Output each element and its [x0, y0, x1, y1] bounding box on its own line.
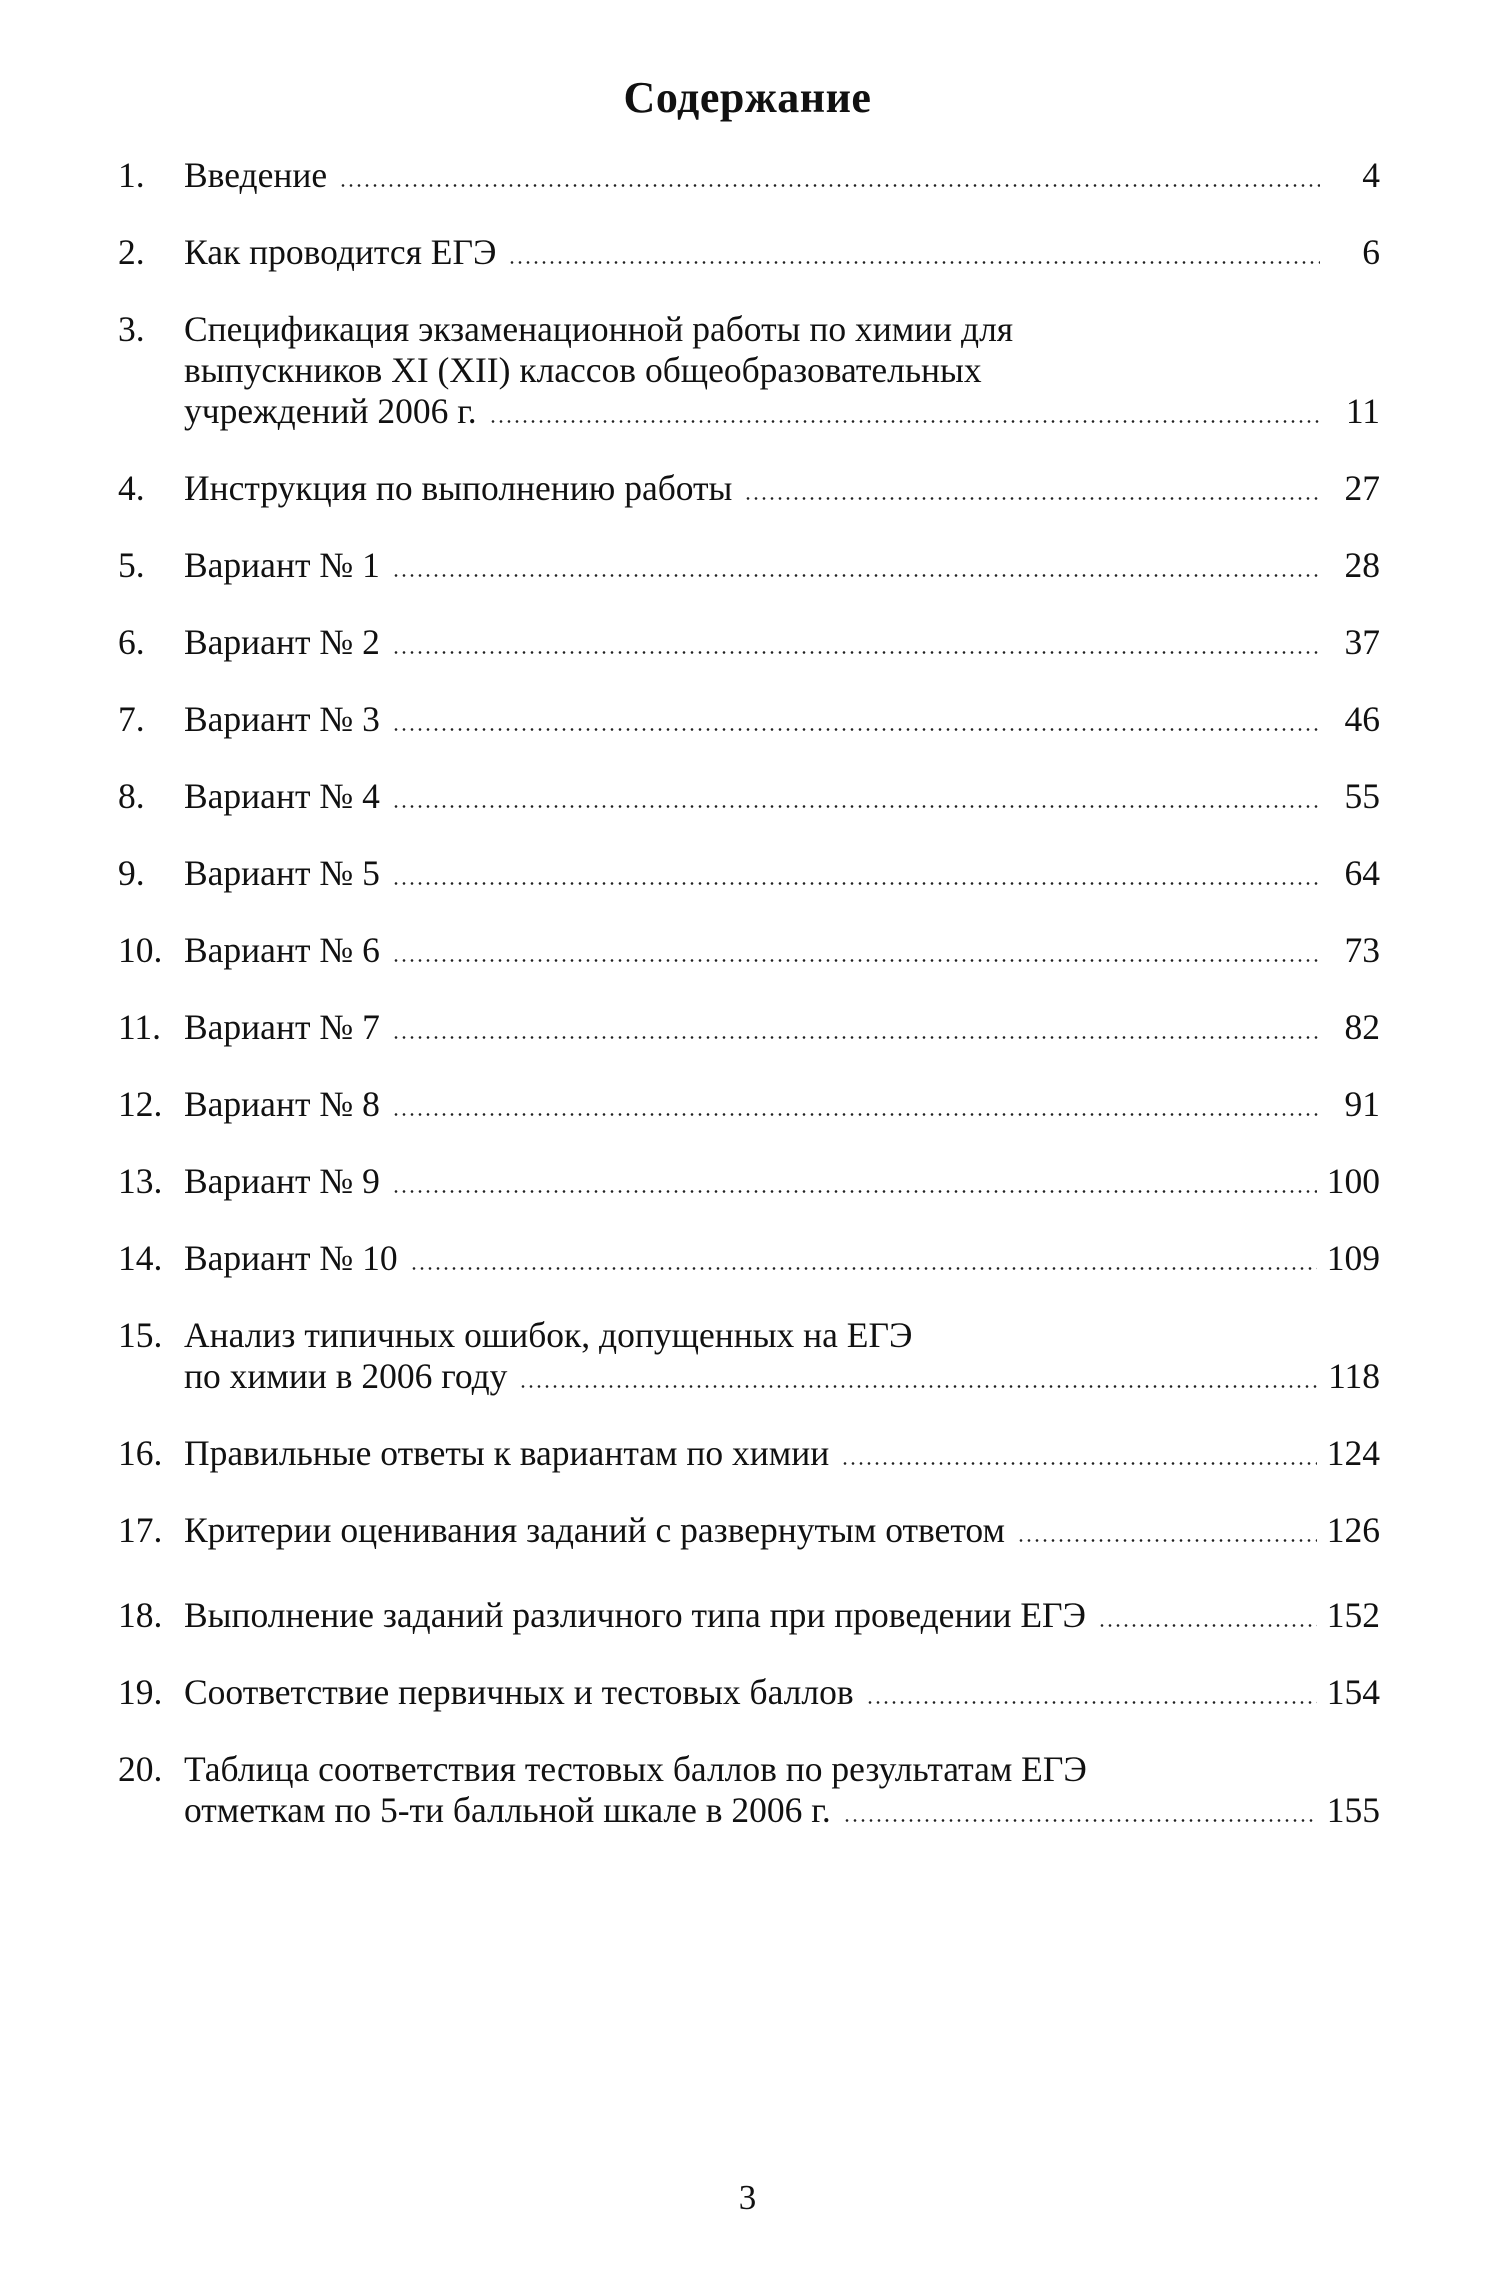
toc-entry-number: 15. [118, 1315, 163, 1355]
toc-entry-last-line [184, 853, 1380, 894]
toc-entry [118, 155, 1380, 196]
toc-entry-number: 3. [118, 309, 145, 349]
toc-entry-last-line [184, 1238, 1380, 1279]
dot-leader [392, 728, 1320, 731]
toc-entry-page-number: 64 [1344, 853, 1380, 893]
toc-entry-label: Критерии оценивания заданий с развернутым ответом [184, 1510, 1005, 1550]
toc-entry-number: 2. [118, 232, 145, 272]
dot-leader [392, 1113, 1320, 1116]
toc-entry-body [184, 1238, 1380, 1279]
toc-entry-last-line [184, 699, 1380, 740]
dot-leader [392, 574, 1320, 577]
toc-entry-last-line [184, 1161, 1380, 1202]
toc-entry-page-number: 100 [1326, 1161, 1380, 1201]
toc-entry-label: Введение [184, 155, 328, 195]
toc-entry-label-line: выпускников XI (XII) классов общеобразовательных [184, 350, 982, 390]
toc-entry-body [184, 155, 1380, 196]
toc-entry-body [184, 232, 1380, 273]
toc-entry-body [184, 1672, 1380, 1713]
toc-entry-number: 17. [118, 1510, 163, 1550]
toc-entry-last-line [184, 232, 1380, 273]
dot-leader [392, 959, 1320, 962]
toc-entry [118, 1595, 1380, 1636]
toc-entry-page-number: 152 [1326, 1595, 1380, 1635]
toc-entry-body [184, 1433, 1380, 1474]
toc-entry-label: Соответствие первичных и тестовых баллов [184, 1672, 854, 1712]
toc-entry-body [184, 545, 1380, 586]
toc-entry-number: 9. [118, 853, 145, 893]
toc-entry-body [184, 1315, 1380, 1397]
toc-entry-label: Выполнение заданий различного типа при проведении ЕГЭ [184, 1595, 1086, 1635]
toc-entry-label: Вариант № 7 [184, 1007, 380, 1047]
toc-entry [118, 1161, 1380, 1202]
dot-leader [843, 1819, 1317, 1822]
toc-entry-page-number: 11 [1345, 391, 1380, 431]
toc-entry-page-number: 27 [1344, 468, 1380, 508]
toc-entry-number: 10. [118, 930, 163, 970]
toc-entry-number: 14. [118, 1238, 163, 1278]
dot-leader [489, 420, 1320, 423]
toc-entry-body [184, 1161, 1380, 1202]
toc-entry-label: Вариант № 3 [184, 699, 380, 739]
toc-entry-last-line [184, 1672, 1380, 1713]
toc-entry-label: Вариант № 5 [184, 853, 380, 893]
toc-entry-label: Вариант № 8 [184, 1084, 380, 1124]
toc-entry-last-line [184, 776, 1380, 817]
toc-entry-page-number: 91 [1344, 1084, 1380, 1124]
dot-leader [866, 1701, 1317, 1704]
toc-entry [118, 1315, 1380, 1397]
toc-entry-page-number: 124 [1326, 1433, 1380, 1473]
toc-entry-last-line [184, 545, 1380, 586]
dot-leader [744, 497, 1320, 500]
toc-entry-number: 13. [118, 1161, 163, 1201]
table-of-contents [118, 155, 1380, 1831]
toc-entry-label: Вариант № 6 [184, 930, 380, 970]
toc-entry-last-line [184, 930, 1380, 971]
dot-leader [508, 261, 1320, 264]
toc-entry-page-number: 46 [1344, 699, 1380, 739]
toc-entry-body [184, 309, 1380, 432]
page-number: 3 [738, 2178, 757, 2217]
dot-leader [392, 651, 1320, 654]
toc-entry [118, 1672, 1380, 1713]
toc-entry-page-number: 82 [1344, 1007, 1380, 1047]
toc-entry-number: 12. [118, 1084, 163, 1124]
dot-leader [392, 1190, 1317, 1193]
toc-entry-label: Инструкция по выполнению работы [184, 468, 733, 508]
toc-entry [118, 1007, 1380, 1048]
toc-entry-label: учреждений 2006 г. [184, 391, 477, 431]
toc-entry-label-line: Спецификация экзаменационной работы по химии для [184, 309, 1014, 349]
toc-entry-page-number: 154 [1326, 1672, 1380, 1712]
toc-entry-last-line [184, 622, 1380, 663]
toc-entry-body [184, 699, 1380, 740]
toc-entry-body [184, 1084, 1380, 1125]
toc-entry-body [184, 468, 1380, 509]
toc-entry-last-line [184, 1007, 1380, 1048]
toc-entry-page-number: 28 [1344, 545, 1380, 585]
page-title: Содержание [623, 73, 872, 122]
dot-leader [841, 1462, 1317, 1465]
toc-entry-label: Вариант № 10 [184, 1238, 398, 1278]
toc-entry [118, 545, 1380, 586]
toc-entry-body [184, 1510, 1380, 1551]
toc-entry [118, 1433, 1380, 1474]
toc-entry-number: 11. [118, 1007, 162, 1047]
toc-entry-body [184, 853, 1380, 894]
toc-entry-body [184, 1749, 1380, 1831]
toc-entry-page-number: 118 [1328, 1356, 1380, 1396]
dot-leader [410, 1267, 1317, 1270]
toc-entry-number: 19. [118, 1672, 163, 1712]
toc-entry [118, 1749, 1380, 1831]
toc-entry-last-line [184, 1510, 1380, 1551]
dot-leader [392, 1036, 1320, 1039]
toc-entry-label-line: Таблица соответствия тестовых баллов по результатам ЕГЭ [184, 1749, 1087, 1789]
toc-entry [118, 309, 1380, 432]
toc-entry-page-number: 109 [1326, 1238, 1380, 1278]
toc-entry-last-line [184, 1790, 1380, 1831]
toc-entry-number: 7. [118, 699, 145, 739]
toc-entry-page-number: 55 [1344, 776, 1380, 816]
toc-entry [118, 1510, 1380, 1551]
toc-entry-last-line [184, 468, 1380, 509]
toc-entry [118, 1238, 1380, 1279]
toc-entry-label: Вариант № 1 [184, 545, 380, 585]
toc-entry-page-number: 73 [1344, 930, 1380, 970]
dot-leader [392, 805, 1320, 808]
toc-entry-last-line [184, 155, 1380, 196]
toc-entry [118, 930, 1380, 971]
toc-entry-number: 20. [118, 1749, 163, 1789]
toc-entry-last-line [184, 1595, 1380, 1636]
toc-entry-number: 8. [118, 776, 145, 816]
toc-entry-last-line [184, 391, 1380, 432]
toc-entry-number: 6. [118, 622, 145, 662]
toc-entry [118, 468, 1380, 509]
toc-entry-label: Вариант № 2 [184, 622, 380, 662]
toc-entry [118, 1084, 1380, 1125]
toc-entry-number: 18. [118, 1595, 163, 1635]
toc-entry [118, 776, 1380, 817]
toc-entry-label-line: Анализ типичных ошибок, допущенных на ЕГЭ [184, 1315, 913, 1355]
dot-leader [1017, 1539, 1317, 1542]
toc-entry-label: Вариант № 9 [184, 1161, 380, 1201]
toc-entry-body [184, 622, 1380, 663]
dot-leader [339, 184, 1320, 187]
dot-leader [519, 1385, 1318, 1388]
toc-entry-number: 4. [118, 468, 145, 508]
toc-entry-number: 16. [118, 1433, 163, 1473]
toc-entry [118, 853, 1380, 894]
toc-entry-page-number: 4 [1362, 155, 1380, 195]
toc-entry-label: Как проводится ЕГЭ [184, 232, 497, 272]
toc-entry-body [184, 1595, 1380, 1636]
toc-entry-body [184, 930, 1380, 971]
toc-entry-last-line [184, 1084, 1380, 1125]
toc-entry-label: Правильные ответы к вариантам по химии [184, 1433, 830, 1473]
toc-entry [118, 622, 1380, 663]
toc-entry-last-line [184, 1433, 1380, 1474]
dot-leader [392, 882, 1320, 885]
toc-entry-page-number: 6 [1362, 232, 1380, 272]
dot-leader [1098, 1624, 1317, 1627]
toc-entry [118, 699, 1380, 740]
toc-entry-body [184, 776, 1380, 817]
toc-entry-page-number: 155 [1326, 1790, 1380, 1830]
toc-entry-label: отметкам по 5-ти балльной шкале в 2006 г. [184, 1790, 831, 1830]
toc-entry-body [184, 1007, 1380, 1048]
toc-entry-number: 5. [118, 545, 145, 585]
toc-entry-page-number: 126 [1326, 1510, 1380, 1550]
toc-entry-last-line [184, 1356, 1380, 1397]
toc-entry-label: по химии в 2006 году [184, 1356, 508, 1396]
toc-entry-page-number: 37 [1344, 622, 1380, 662]
toc-entry-number: 1. [118, 155, 145, 195]
toc-entry-label: Вариант № 4 [184, 776, 380, 816]
toc-entry [118, 232, 1380, 273]
